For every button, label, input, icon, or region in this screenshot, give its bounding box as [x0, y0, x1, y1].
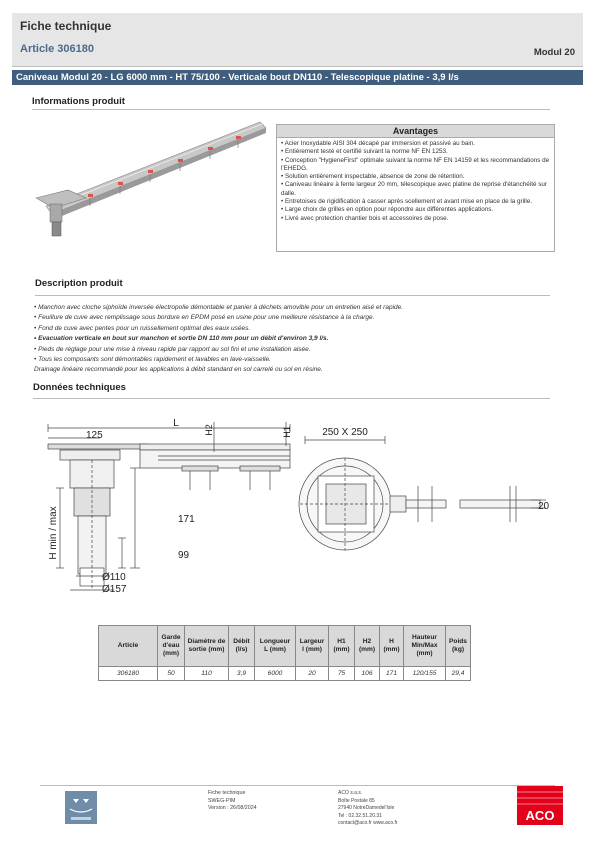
footer-company-info [338, 790, 398, 828]
section-divider [33, 398, 550, 399]
col-header: Poids (kg) [446, 626, 471, 667]
aco-logo-text: ACO [525, 808, 555, 823]
article-number: Article 306180 [20, 43, 94, 55]
description-item: • Manchon avec cloche siphoïde inversée électropolie démontable et panier à déchets amovible pour un entretien aisé et rapide. [34, 303, 549, 313]
description-item: • Tous les composants sont démontables rapidement et lavables en lave-vaisselle. [34, 355, 549, 365]
aco-logo [517, 786, 563, 825]
product-image [28, 118, 273, 240]
table-cell: 3,9 [229, 667, 255, 681]
section-title-info: Informations produit [32, 96, 125, 107]
advantage-item: • Conception "HygieneFirst" optimale suivant la norme NF EN 14159 et les recommandations de l'EHEDG. [281, 157, 550, 174]
description-item: • Evacuation verticale en bout sur manchon et sortie DN 110 mm pour un débit d'environ 3,9 l/s. [34, 334, 549, 344]
product-range: Modul 20 [533, 47, 575, 58]
description-list [34, 303, 549, 376]
table-cell: 20 [296, 667, 329, 681]
table-cell: 171 [380, 667, 404, 681]
table-cell: 106 [355, 667, 380, 681]
footer-contact: contact@aco.fr www.aco.fr [338, 820, 398, 826]
table-row [99, 667, 471, 681]
doc-title: Fiche technique [20, 19, 112, 33]
dim-L: L [173, 418, 179, 429]
advantages-box [276, 124, 555, 252]
footer-divider [40, 785, 555, 786]
description-item: • Fond de cuve avec pentes pour un ruissellement optimal des eaux usées. [34, 324, 549, 334]
description-item: • Feuillure de cuve avec remplissage sous bordure en EPDM posé en usine pour une meilleure résistance à la charge. [34, 313, 549, 323]
advantage-item: • Large choix de grilles en option pour répondre aux différentes applications. [281, 206, 550, 214]
advantage-item: • Livré avec protection chantier bois et accessoires de pose. [281, 215, 550, 223]
dim-H2: H2 [204, 424, 214, 436]
footer-doc-type: Fiche technique [208, 790, 246, 796]
dim-20: 20 [538, 501, 550, 512]
description-item: Drainage linéaire recommandé pour les applications à débit standard en sol carrelé ou sol en résine. [34, 366, 323, 374]
table-cell: 120/155 [404, 667, 446, 681]
col-header: Article [99, 626, 158, 667]
technical-drawing [40, 408, 560, 606]
advantage-item: • Caniveau linéaire à fente largeur 20 mm, télescopique avec platine de reprise d'étanchéité sur dalle. [281, 181, 550, 198]
dim-171: 171 [178, 514, 195, 525]
footer-phone: Tel : 02.32.51.20.31 [338, 812, 382, 819]
table-cell: 306180 [99, 667, 158, 681]
col-header: Hauteur Min/Max (mm) [404, 626, 446, 667]
advantage-item: • Entretoises de rigidification à casser après scellement et avant mise en place de la grille. [281, 198, 550, 206]
section-divider [35, 295, 550, 296]
advantage-item: • Entièrement testé et certifié suivant la norme NF EN 1253. [281, 148, 550, 156]
dim-125: 125 [86, 430, 103, 441]
description-item: • Pieds de réglage pour une mise à niveau rapide par rapport au sol fini et une installation aisée. [34, 345, 549, 355]
dim-d157: Ø157 [102, 584, 127, 595]
footer-po-box: Boîte Postale 85 [338, 797, 375, 804]
table-cell: 6000 [255, 667, 296, 681]
header [12, 13, 583, 67]
section-divider [32, 109, 550, 110]
spec-table [98, 625, 471, 681]
footer-version: Version : 26/08/2024 [208, 805, 257, 811]
table-cell: 75 [329, 667, 355, 681]
col-header: H2 (mm) [355, 626, 380, 667]
footer-doc-info [208, 790, 257, 813]
dim-d110: Ø110 [102, 572, 126, 583]
advantage-item: • Solution entièrement inspectable, absence de zone de rétention. [281, 173, 550, 181]
table-cell: 29,4 [446, 667, 471, 681]
table-cell: 50 [158, 667, 185, 681]
col-header: Largeur l (mm) [296, 626, 329, 667]
col-header: H (mm) [380, 626, 404, 667]
footer-company: ACO s.a.s. [338, 790, 363, 796]
table-cell: 110 [185, 667, 229, 681]
product-title-bar: Caniveau Modul 20 - LG 6000 mm - HT 75/100 - Verticale bout DN110 - Telescopique platine - 3,9 l/s [12, 70, 583, 85]
col-header: Garde d'eau (mm) [158, 626, 185, 667]
section-title-data: Données techniques [33, 382, 126, 393]
dim-99: 99 [178, 550, 190, 561]
col-header: Débit (l/s) [229, 626, 255, 667]
col-header: Longueur L (mm) [255, 626, 296, 667]
footer-source: SWEG-PIM [208, 797, 236, 804]
advantage-item: • Acier Inoxydable AISI 304 décapé par immersion et passivé au bain. [281, 140, 550, 148]
dim-H1: H1 [282, 426, 292, 438]
dim-H-min-max: H min / max [48, 506, 59, 560]
footer-address: 27940 NotreDamedel'Isle [338, 805, 395, 811]
col-header: Diamètre de sortie (mm) [185, 626, 229, 667]
table-header-row [99, 626, 471, 667]
advantages-title: Avantages [277, 125, 554, 138]
dim-250x250: 250 X 250 [322, 427, 368, 438]
hygiene-first-logo-icon [65, 791, 97, 824]
col-header: H1 (mm) [329, 626, 355, 667]
section-title-description: Description produit [35, 278, 123, 289]
